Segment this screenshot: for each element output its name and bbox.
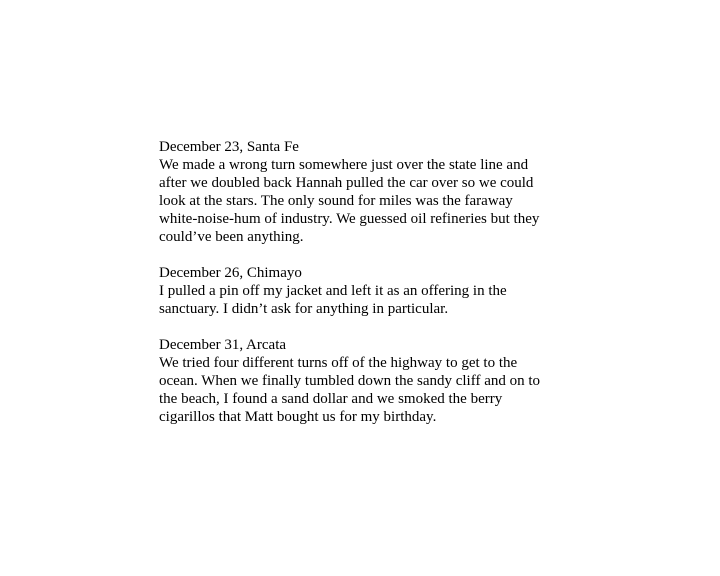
entry-heading: December 26, Chimayo [159, 265, 302, 281]
entry-line: white-noise-hum of industry. We guessed oil refineries but they [159, 211, 540, 227]
entry-line: after we doubled back Hannah pulled the car over so we could [159, 175, 534, 191]
journal-entry-chimayo [159, 264, 559, 318]
entry-line: could’ve been anything. [159, 229, 304, 245]
journal-entry-santa-fe [159, 138, 559, 246]
entry-heading: December 23, Santa Fe [159, 139, 299, 155]
entry-line: cigarillos that Matt bought us for my birthday. [159, 409, 437, 425]
entry-line: look at the stars. The only sound for miles was the faraway [159, 193, 513, 209]
entry-line: We made a wrong turn somewhere just over the state line and [159, 157, 529, 173]
journal-text [159, 138, 559, 426]
entry-line: I pulled a pin off my jacket and left it as an offering in the [159, 283, 507, 299]
entry-line: We tried four different turns off of the highway to get to the [159, 355, 518, 371]
entry-line: the beach, I found a sand dollar and we smoked the berry [159, 391, 503, 407]
journal-entry-arcata [159, 336, 559, 426]
entry-line: sanctuary. I didn’t ask for anything in particular. [159, 301, 449, 317]
entry-line: ocean. When we finally tumbled down the sandy cliff and on to [159, 373, 541, 389]
entry-heading: December 31, Arcata [159, 337, 287, 353]
